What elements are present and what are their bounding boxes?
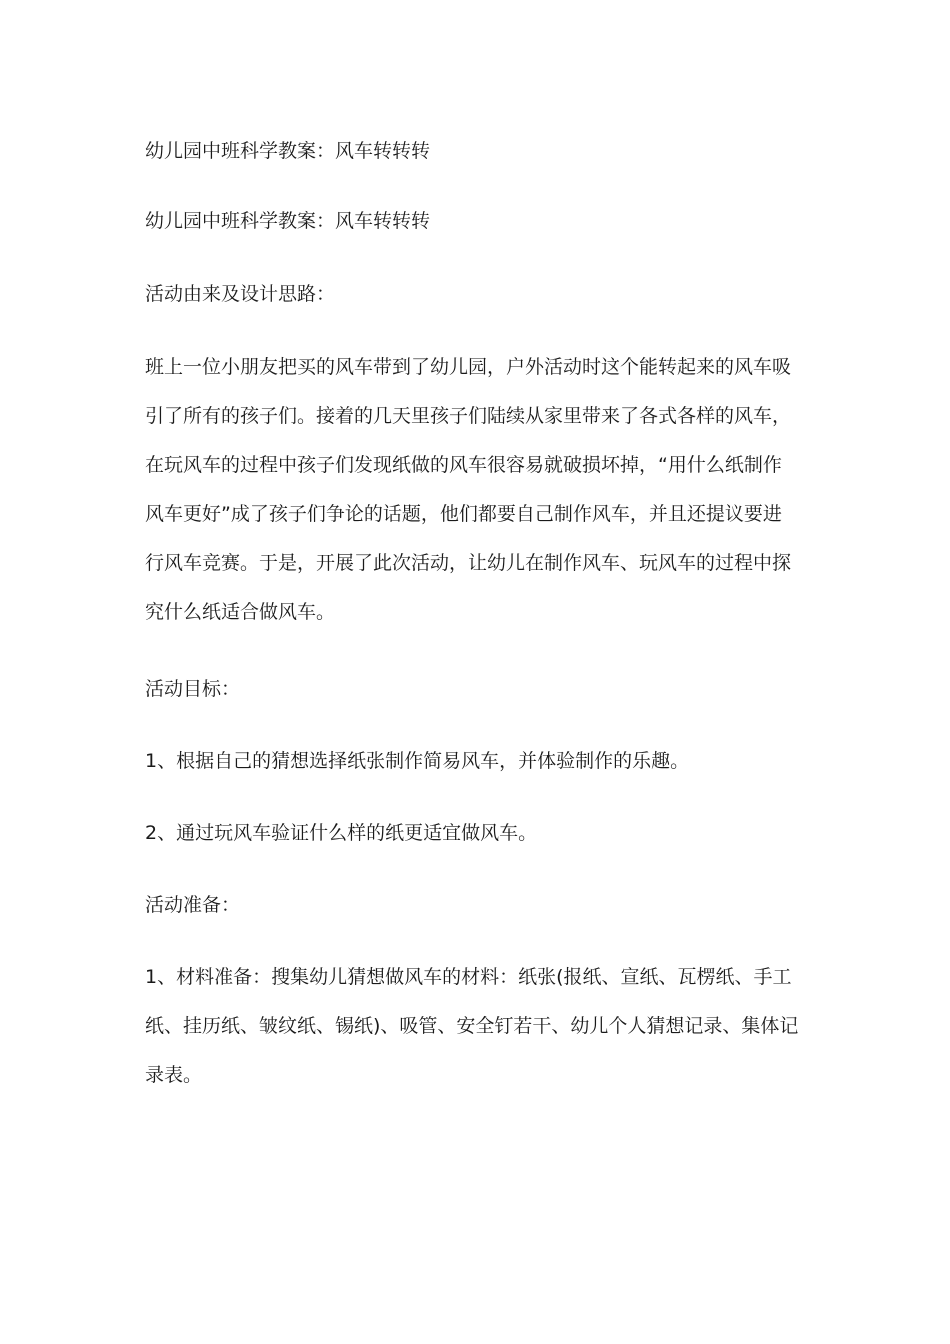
goal-item-1: 1、根据自己的猜想选择纸张制作简易风车，并体验制作的乐趣。 bbox=[145, 750, 690, 772]
paragraph-line: 班上一位小朋友把买的风车带到了幼儿园，户外活动时这个能转起来的风车吸 bbox=[145, 356, 792, 378]
paragraph-line: 风车更好”成了孩子们争论的话题，他们都要自己制作风车，并且还提议要进 bbox=[145, 503, 782, 525]
prep-item-1 bbox=[145, 965, 810, 1112]
paragraph-line: 究什么纸适合做风车。 bbox=[145, 601, 336, 623]
goals-heading: 活动目标： bbox=[145, 678, 241, 700]
document-title: 幼儿园中班科学教案：风车转转转 bbox=[145, 140, 431, 162]
prep-heading: 活动准备： bbox=[145, 894, 241, 916]
goal-item-2: 2、通过玩风车验证什么样的纸更适宜做风车。 bbox=[145, 822, 538, 844]
paragraph-line: 在玩风车的过程中孩子们发现纸做的风车很容易就破损坏掉，“用什么纸制作 bbox=[145, 454, 782, 476]
origin-paragraph bbox=[145, 355, 810, 649]
paragraph-line: 纸、挂历纸、皱纹纸、锡纸)、吸管、安全钉若干、幼儿个人猜想记录、集体记 bbox=[145, 1015, 799, 1037]
document-title-repeat: 幼儿园中班科学教案：风车转转转 bbox=[145, 210, 431, 232]
paragraph-line: 1、材料准备：搜集幼儿猜想做风车的材料：纸张(报纸、宣纸、瓦楞纸、手工 bbox=[145, 966, 792, 988]
paragraph-line: 引了所有的孩子们。接着的几天里孩子们陆续从家里带来了各式各样的风车， bbox=[145, 405, 792, 427]
origin-heading: 活动由来及设计思路： bbox=[145, 283, 336, 305]
paragraph-line: 录表。 bbox=[145, 1064, 203, 1086]
paragraph-line: 行风车竞赛。于是，开展了此次活动，让幼儿在制作风车、玩风车的过程中探 bbox=[145, 552, 792, 574]
